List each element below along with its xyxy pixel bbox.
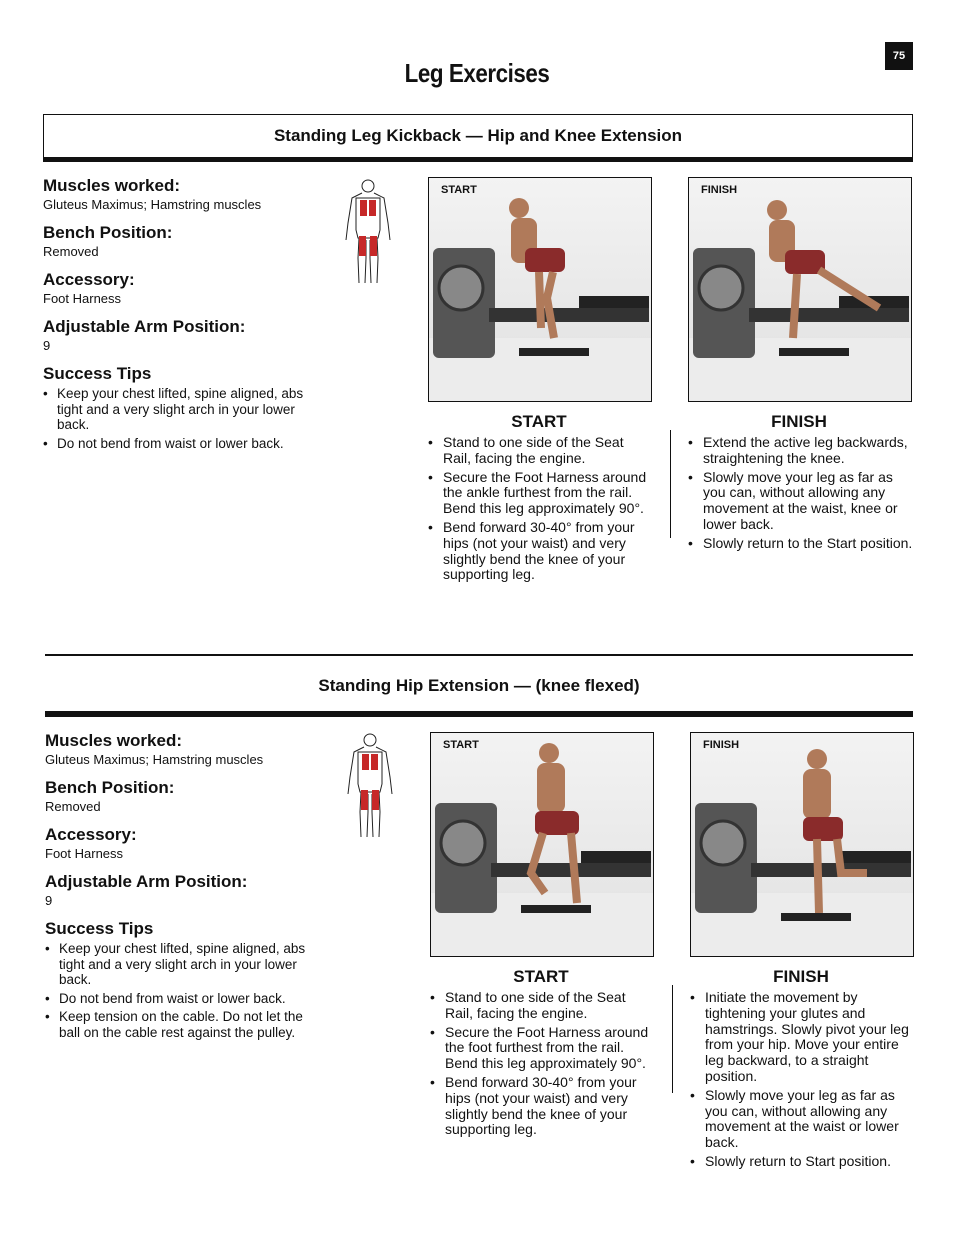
bench-label: Bench Position: bbox=[45, 778, 175, 797]
muscles-label: Muscles worked: bbox=[43, 176, 180, 195]
start-photo-tag: START bbox=[441, 184, 477, 196]
bench-label: Bench Position: bbox=[43, 223, 173, 242]
finish-steps bbox=[688, 435, 916, 555]
bench-value: Removed bbox=[43, 244, 99, 259]
bench-value: Removed bbox=[45, 799, 101, 814]
start-steps bbox=[428, 435, 653, 586]
success-tips-label: Success Tips bbox=[43, 364, 152, 383]
accessory-label: Accessory: bbox=[45, 825, 137, 844]
accessory-value: Foot Harness bbox=[45, 846, 124, 861]
page-title: Leg Exercises bbox=[404, 58, 550, 88]
start-steps bbox=[430, 990, 655, 1141]
step-item: • Slowly move your leg as far as you can, without allowing any movement at the waist, knee or lower back. bbox=[688, 470, 916, 533]
section-1-details bbox=[43, 176, 313, 454]
tip-item: • Do not bend from waist or lower back. bbox=[45, 991, 315, 1007]
arm-position-label: Adjustable Arm Position: bbox=[43, 317, 246, 336]
step-item: • Stand to one side of the Seat Rail, facing the engine. bbox=[430, 990, 655, 1022]
success-tips-list bbox=[45, 941, 315, 1040]
arm-position-value: 9 bbox=[43, 338, 51, 353]
tip-item: • Do not bend from waist or lower back. bbox=[43, 436, 313, 452]
step-item: • Initiate the movement by tightening your glutes and hamstrings. Slowly pivot your leg from your hip. Move your entire leg backward, to a straight position. bbox=[690, 990, 918, 1085]
column-divider bbox=[672, 985, 673, 1093]
finish-photo bbox=[690, 732, 914, 957]
start-photo bbox=[430, 732, 654, 957]
section-1-header bbox=[43, 114, 913, 162]
finish-photo-tag: FINISH bbox=[703, 739, 740, 751]
page-number: 75 bbox=[885, 42, 913, 70]
step-item: • Bend forward 30-40° from your hips (not your waist) and very slightly bend the knee of your supporting leg. bbox=[430, 1075, 655, 1138]
step-item: • Slowly move your leg as far as you can, without allowing any movement at the waist or lower back. bbox=[690, 1088, 918, 1151]
step-item: • Slowly return to Start position. bbox=[690, 1154, 918, 1170]
machine-illustration bbox=[431, 733, 653, 956]
start-photo-tag: START bbox=[443, 739, 479, 751]
step-item: • Stand to one side of the Seat Rail, facing the engine. bbox=[428, 435, 653, 467]
start-title: START bbox=[511, 412, 567, 431]
step-item: • Secure the Foot Harness around the ankle furthest from the rail. Bend this leg approximately 90°. bbox=[428, 470, 653, 517]
machine-illustration bbox=[429, 178, 651, 401]
section-2-bottom-rule bbox=[45, 711, 913, 717]
muscles-label: Muscles worked: bbox=[45, 731, 182, 750]
muscle-diagram-icon bbox=[344, 732, 396, 842]
start-title: START bbox=[513, 967, 569, 986]
finish-steps bbox=[690, 990, 918, 1173]
finish-photo-tag: FINISH bbox=[701, 184, 738, 196]
muscles-value: Gluteus Maximus; Hamstring muscles bbox=[45, 752, 264, 767]
finish-title: FINISH bbox=[771, 412, 827, 431]
section-2-top-rule bbox=[45, 654, 913, 656]
arm-position-label: Adjustable Arm Position: bbox=[45, 872, 248, 891]
tip-item: • Keep your chest lifted, spine aligned, abs tight and a very slight arch in your lower back. bbox=[45, 941, 315, 988]
muscle-diagram-icon bbox=[342, 178, 394, 288]
section-2-details bbox=[45, 731, 315, 1043]
section-1-title: Standing Leg Kickback — Hip and Knee Extension bbox=[273, 126, 683, 145]
column-divider bbox=[670, 430, 671, 538]
finish-photo bbox=[688, 177, 912, 402]
muscles-value: Gluteus Maximus; Hamstring muscles bbox=[43, 197, 262, 212]
section-2-title: Standing Hip Extension — (knee flexed) bbox=[318, 676, 640, 695]
success-tips-label: Success Tips bbox=[45, 919, 154, 938]
success-tips-list bbox=[43, 386, 313, 451]
accessory-value: Foot Harness bbox=[43, 291, 122, 306]
machine-illustration bbox=[691, 733, 913, 956]
step-item: • Secure the Foot Harness around the foot furthest from the rail. Bend this leg approximately 90°. bbox=[430, 1025, 655, 1072]
accessory-label: Accessory: bbox=[43, 270, 135, 289]
tip-item: • Keep tension on the cable. Do not let the ball on the cable rest against the pulley. bbox=[45, 1009, 315, 1040]
finish-title: FINISH bbox=[773, 967, 829, 986]
machine-illustration bbox=[689, 178, 911, 401]
step-item: • Bend forward 30-40° from your hips (not your waist) and very slightly bend the knee of your supporting leg. bbox=[428, 520, 653, 583]
step-item: • Slowly return to the Start position. bbox=[688, 536, 916, 552]
arm-position-value: 9 bbox=[45, 893, 53, 908]
tip-item: • Keep your chest lifted, spine aligned, abs tight and a very slight arch in your lower back. bbox=[43, 386, 313, 433]
start-photo bbox=[428, 177, 652, 402]
step-item: • Extend the active leg backwards, straightening the knee. bbox=[688, 435, 916, 467]
